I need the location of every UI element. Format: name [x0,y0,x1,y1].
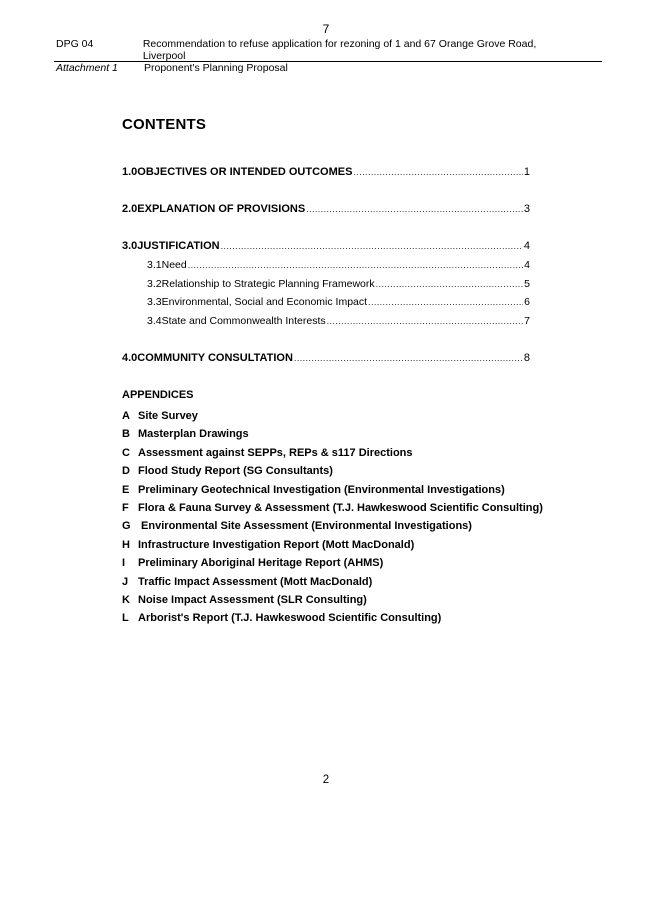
header-line-2 [56,62,576,74]
appendix-letter: B [122,428,130,441]
toc-entry-1-0[interactable] [122,166,530,178]
appendix-letter: J [122,575,129,588]
toc-entry-3-1[interactable] [147,259,530,271]
toc-leader-dots [376,279,524,289]
appendix-item-j [122,573,592,591]
toc-leader-dots [294,353,523,363]
toc-title: JUSTIFICATION [137,240,220,252]
toc-entry-3-2[interactable] [147,278,530,290]
toc-leader-dots [306,204,523,214]
appendix-item-i [122,554,592,572]
appendix-letter: A [122,410,130,422]
appendix-title: Arborist's Report (T.J. Hawkeswood Scientific Consulting) [138,612,442,625]
appendix-item-a [122,407,592,425]
appendix-title: Masterplan Drawings [138,428,249,441]
toc-leader-dots [368,297,523,307]
header-subtitle: Proponent's Planning Proposal [144,62,288,74]
toc-entry-3-0[interactable] [122,240,530,252]
appendix-letter: I [122,557,126,570]
appendix-letter: G [122,520,131,533]
appendix-letter: L [122,612,129,625]
toc-entry-3-4[interactable] [147,315,530,327]
footer-page-number: 2 [322,774,330,786]
appendix-title: Noise Impact Assessment (SLR Consulting) [138,593,367,606]
toc-title: EXPLANATION OF PROVISIONS [137,203,306,215]
header-line-1 [56,38,576,62]
appendix-item-k [122,591,592,609]
appendix-letter: D [122,465,130,478]
toc-leader-dots [353,167,522,177]
toc-number: 2.0 [122,203,138,215]
toc-page-number: 3 [523,203,530,215]
appendix-item-d [122,462,592,480]
toc-number: 3.1 [147,259,162,271]
toc-number: 4.0 [122,352,138,364]
toc-page-number: 4 [524,259,530,271]
appendix-item-e [122,481,592,499]
appendix-title: Preliminary Aboriginal Heritage Report (AHMS) [138,557,384,570]
appendix-title: Traffic Impact Assessment (Mott MacDonald) [138,575,373,588]
toc-number: 3.2 [147,278,162,290]
toc-title: Relationship to Strategic Planning Framework [161,278,375,290]
appendix-letter: C [122,446,130,459]
toc-number: 3.4 [147,315,162,327]
contents-heading: CONTENTS [122,116,207,133]
toc-entry-4-0[interactable] [122,352,530,364]
toc-title: State and Commonwealth Interests [161,315,326,327]
toc-number: 1.0 [122,166,138,178]
appendix-letter: E [122,483,130,496]
document-header [56,38,576,74]
appendix-item-f [122,499,592,517]
appendix-title: Infrastructure Investigation Report (Mott MacDonald) [138,538,415,551]
appendix-title: Environmental Site Assessment (Environmental Investigations) [138,520,472,533]
toc-leader-dots [188,260,523,270]
toc-leader-dots [221,241,523,251]
toc-leader-dots [327,316,524,326]
toc-page-number: 1 [523,166,530,178]
toc-page-number: 5 [524,278,530,290]
header-attachment: Attachment 1 [56,62,118,74]
toc-number: 3.0 [122,240,138,252]
appendix-letter: H [122,538,130,551]
toc-title: Environmental, Social and Economic Impact [161,296,368,308]
header-description: Recommendation to refuse application for rezoning of 1 and 67 Orange Grove Road, Liverpool [142,38,537,62]
appendix-letter: F [122,501,129,514]
toc-page-number: 8 [523,352,530,364]
header-divider [54,61,602,62]
appendix-item-c [122,444,592,462]
toc-page-number: 7 [524,315,530,327]
top-page-number: 7 [322,22,330,36]
appendix-title: Flora & Fauna Survey & Assessment (T.J. Hawkeswood Scientific Consulting) [138,501,543,514]
appendix-title: Flood Study Report (SG Consultants) [138,465,333,478]
appendices-heading: APPENDICES [122,389,194,401]
appendices-section [122,389,592,628]
appendix-item-h [122,536,592,554]
appendix-title: Assessment against SEPPs, REPs & s117 Directions [138,446,413,459]
appendix-letter: K [122,593,130,606]
appendix-item-g [122,517,592,535]
toc-entry-3-3[interactable] [147,296,530,308]
toc-title: OBJECTIVES OR INTENDED OUTCOMES [137,166,353,178]
appendix-title: Preliminary Geotechnical Investigation (Environmental Investigations) [138,483,505,496]
appendix-item-b [122,425,592,443]
appendix-title: Site Survey [138,410,198,422]
toc-entry-2-0[interactable] [122,203,530,215]
toc-page-number: 6 [524,296,530,308]
header-reference: DPG 04 [56,38,94,50]
toc-number: 3.3 [147,296,162,308]
toc-title: COMMUNITY CONSULTATION [137,352,293,364]
appendix-item-l [122,609,592,627]
toc-title: Need [161,259,187,271]
toc-page-number: 4 [523,240,530,252]
